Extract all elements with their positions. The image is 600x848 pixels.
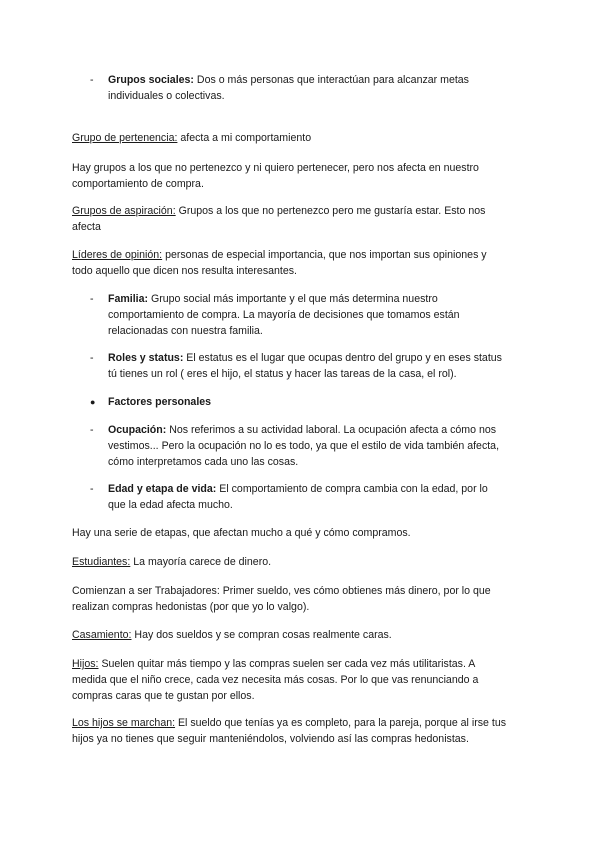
dash-bullet: - — [90, 293, 94, 305]
dash-bullet: - — [90, 483, 94, 495]
list-item-familia: - Familia: Grupo social más importante y el que más determina nuestro comportamiento de compra. La mayoría de decisiones que tomamos están relacionadas con nuestra familia. — [90, 293, 460, 338]
dash-bullet: - — [90, 424, 94, 436]
list-item-grupos-sociales: - Grupos sociales: Dos o más personas que interactúan para alcanzar metas individuales o colectivas. — [90, 74, 469, 103]
term: Estudiantes: — [72, 556, 131, 568]
item-label: Familia: — [108, 293, 149, 305]
item-label: Roles y status: — [108, 352, 184, 364]
paragraph-etapas: Hay una serie de etapas, que afectan mucho a qué y cómo compramos. — [72, 527, 411, 539]
item-label: Factores personales — [108, 396, 212, 408]
term: Hijos: — [72, 658, 99, 670]
dot-bullet: ● — [90, 397, 96, 407]
item-label: Edad y etapa de vida: — [108, 483, 217, 495]
term: Grupos de aspiración: — [72, 205, 176, 217]
paragraph-pertenencia: Grupo de pertenencia: afecta a mi comportamiento — [72, 132, 312, 144]
paragraph-casamiento: Casamiento: Hay dos sueldos y se compran cosas realmente caras. — [72, 629, 392, 641]
term: Casamiento: — [72, 629, 132, 641]
item-label: Ocupación: — [108, 424, 167, 436]
list-item-factores-personales — [90, 394, 530, 410]
dash-bullet: - — [90, 74, 94, 86]
term: Los hijos se marchan: — [72, 717, 176, 729]
list-item-edad: - Edad y etapa de vida: El comportamiento de compra cambia con la edad, por lo que la edad afecta mucho. — [90, 483, 488, 512]
paragraph-lideres: Líderes de opinión: personas de especial importancia, que nos importan sus opiniones y todo aquello que dicen nos resulta interesantes. — [72, 249, 487, 278]
paragraph-estudiantes: Estudiantes: La mayoría carece de dinero. — [72, 556, 272, 568]
dash-bullet: - — [90, 352, 94, 364]
list-item-roles: - Roles y status: El estatus es el lugar que ocupas dentro del grupo y en eses status tú tienes un rol ( eres el hijo, el status y hacer las tareas de la casa, el rol). — [90, 352, 502, 381]
list-item-ocupacion: - Ocupación: Nos referimos a su actividad laboral. La ocupación afecta a cómo nos vestimos... Pero la ocupación no lo es todo, ya que el estilo de vida también afecta, cómo interpretamos cada uno las cosas. — [90, 424, 500, 469]
item-label: Grupos sociales: — [108, 74, 194, 86]
term: Grupo de pertenencia: — [72, 132, 178, 144]
term: Líderes de opinión: — [72, 249, 163, 261]
paragraph-hijos: Hijos: Suelen quitar más tiempo y las compras suelen ser cada vez más utilitaristas. A medida que el niño crece, cada vez necesita más cosas. Por lo que vas renunciando a compras caras que te gustan por ellos. — [72, 658, 479, 703]
paragraph-trabajadores: Comienzan a ser Trabajadores: Primer sueldo, ves cómo obtienes más dinero, por lo que realizan compras hedonistas (por que yo lo valgo). — [72, 585, 491, 614]
paragraph-hijos-se-marchan: Los hijos se marchan: El sueldo que tenías ya es completo, para la pareja, porque al irse tus hijos ya no tienes que seguir manteniéndolos, volviendo así las compras hedonistas. — [72, 717, 507, 746]
paragraph-aspiracion: Grupos de aspiración: Grupos a los que no pertenezco pero me gustaría estar. Esto nos afecta — [72, 205, 486, 234]
paragraph-hay-grupos: Hay grupos a los que no pertenezco y ni quiero pertenecer, pero nos afecta en nuestro comportamiento de compra. — [72, 162, 479, 191]
